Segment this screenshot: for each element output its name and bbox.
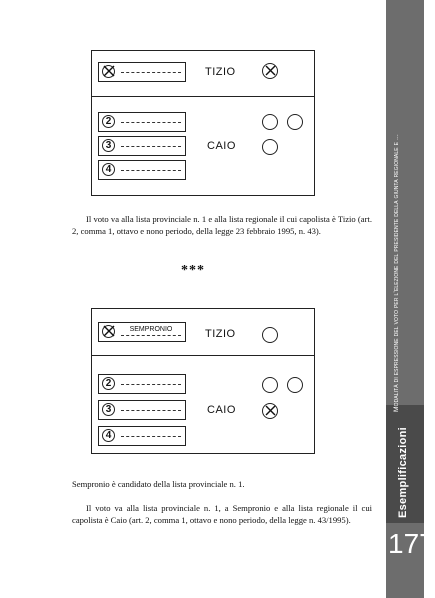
explanation-paragraph: Il voto va alla lista provinciale n. 1 e alla lista regionale il cui capolista è Tizio (art. 2, comma 1, ottavo e nono periodo, della legge 23 febbraio 1995, n. 43). (72, 214, 372, 236)
list-number: 2 (102, 377, 115, 390)
candidate-name: CAIO (207, 140, 236, 152)
page-number: 177 (388, 528, 435, 559)
list-number: 3 (102, 403, 115, 416)
list-slot (98, 112, 186, 132)
list-slot (98, 322, 186, 342)
candidate-circle (262, 327, 278, 343)
explanation-paragraph: Il voto va alla lista provinciale n. 1, a Sempronio e alla lista regionale il cui capolista è Caio (art. 2, comma 1, ottavo e nono periodo, della legge n. 43/1995). (72, 503, 372, 525)
list-number: 2 (102, 115, 115, 128)
list-number: 4 (102, 429, 115, 442)
ballot-bottom-section (92, 97, 314, 195)
candidate-circle (262, 139, 278, 155)
list-slot (98, 160, 186, 180)
cross-mark-icon (262, 62, 279, 79)
candidate-circle (262, 377, 278, 393)
list-slot (98, 62, 186, 82)
ballot-example-2 (91, 308, 315, 454)
ballot-bottom-section (92, 356, 314, 453)
running-header: Modalità di espressione del voto per l’elezione del presidente della giunta regionale e ... (393, 134, 400, 412)
slot-dashed-line (121, 122, 181, 123)
preference-name: SEMPRONIO (121, 326, 181, 336)
list-slot (98, 426, 186, 446)
candidate-circle (287, 114, 303, 130)
cross-mark-icon (100, 322, 117, 339)
ballot-top-section (92, 309, 314, 356)
candidate-note: Sempronio è candidato della lista provinciale n. 1. (72, 479, 245, 489)
cross-mark-icon (100, 62, 117, 79)
slot-dashed-line (121, 170, 181, 171)
slot-dashed-line (121, 72, 181, 73)
ballot-top-section (92, 51, 314, 97)
candidate-circle (262, 114, 278, 130)
slot-dashed-line (121, 436, 181, 437)
list-number: 4 (102, 163, 115, 176)
section-label: Esemplificazioni (397, 427, 409, 518)
candidate-name: CAIO (207, 404, 236, 416)
slot-dashed-line (121, 410, 181, 411)
candidate-name: TIZIO (205, 328, 236, 340)
ballot-example-1 (91, 50, 315, 196)
list-number: 3 (102, 139, 115, 152)
candidate-name: TIZIO (205, 66, 236, 78)
slot-dashed-line (121, 146, 181, 147)
section-separator: *** (181, 263, 205, 278)
list-slot (98, 400, 186, 420)
cross-mark-icon (262, 402, 279, 419)
slot-dashed-line (121, 384, 181, 385)
candidate-circle (287, 377, 303, 393)
list-slot (98, 136, 186, 156)
list-slot (98, 374, 186, 394)
